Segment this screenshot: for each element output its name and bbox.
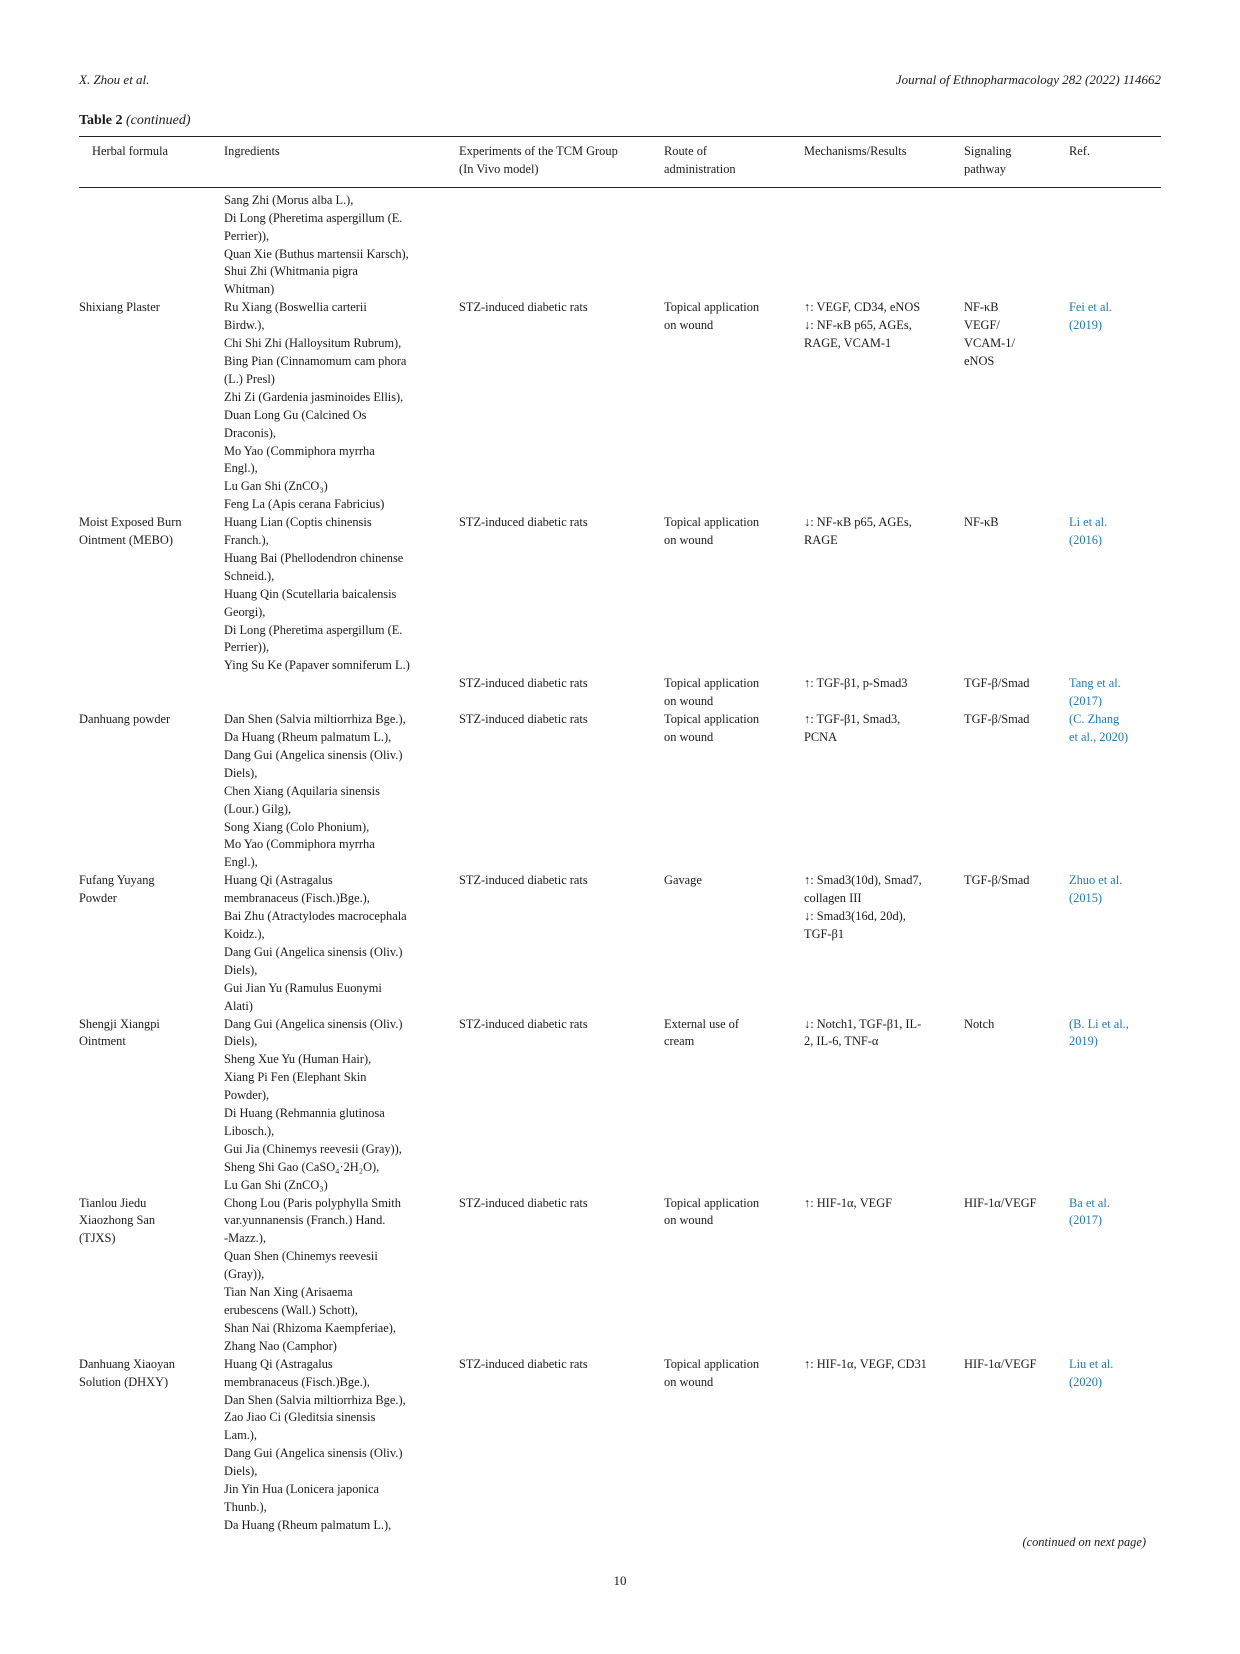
cell-route-line: cream xyxy=(664,1034,695,1049)
cell-ref-line[interactable]: (C. Zhang xyxy=(1069,712,1120,727)
cell-ingredients-line: Mo Yao (Commiphora myrrha xyxy=(224,837,375,852)
cell-route xyxy=(664,675,804,711)
cell-experiments-line: STZ-induced diabetic rats xyxy=(459,515,588,530)
cell-experiments xyxy=(459,711,664,872)
cell-ingredients-line: Chen Xiang (Aquilaria sinensis xyxy=(224,783,380,798)
cell-route-line: Topical application xyxy=(664,1356,760,1371)
cell-experiments xyxy=(459,1356,664,1535)
cell-ingredients-line: Georgi), xyxy=(224,604,266,619)
cell-ingredients-line: Chong Lou (Paris polyphylla Smith xyxy=(224,1195,401,1210)
cell-mechanisms-line: ↑: HIF-1α, VEGF, CD31 xyxy=(804,1356,927,1371)
cell-mechanisms xyxy=(804,192,964,496)
cell-route-line: on wound xyxy=(664,318,714,333)
table-row xyxy=(79,1356,1161,1535)
cell-ref-line[interactable]: et al., 2020) xyxy=(1069,730,1129,744)
cell-mechanisms-line: RAGE xyxy=(804,533,838,548)
cell-formula-line: Powder xyxy=(79,891,117,906)
table-row xyxy=(79,872,1161,1015)
table-body xyxy=(79,188,1161,1535)
cell-formula-line: Danhuang Xiaoyan xyxy=(79,1356,175,1371)
header-experiments-line-2: (In Vivo model) xyxy=(459,161,539,176)
cell-experiments xyxy=(459,675,664,711)
cell-ingredients-line: Zao Jiao Ci (Gleditsia sinensis xyxy=(224,1410,376,1425)
cell-experiments-line: STZ-induced diabetic rats xyxy=(459,1195,588,1210)
cell-ingredients-line: Sang Zhi (Morus alba L.), xyxy=(224,192,354,207)
cell-ingredients-line: Engl.), xyxy=(224,855,258,870)
cell-pathway xyxy=(964,192,1069,496)
cell-experiments xyxy=(459,1016,664,1195)
cell-route-line: Gavage xyxy=(664,873,702,888)
cell-ingredients-line: Lu Gan Shi (ZnCO₃) xyxy=(224,1177,328,1192)
cell-route-line: Topical application xyxy=(664,1195,760,1210)
header-experiments xyxy=(459,143,664,179)
cell-ref-line[interactable]: (2016) xyxy=(1069,533,1103,548)
cell-ingredients-line: Bai Zhu (Atractylodes macrocephala xyxy=(224,909,407,924)
cell-ref xyxy=(1069,711,1161,872)
table-header-row xyxy=(79,137,1161,187)
cell-ingredients-line: Shui Zhi (Whitmania pigra xyxy=(224,264,358,279)
cell-ingredients-line: Bing Pian (Cinnamomum cam phora xyxy=(224,353,407,368)
cell-pathway xyxy=(964,496,1069,675)
cell-ref xyxy=(1069,872,1161,1015)
header-ingredients: Ingredients xyxy=(224,144,280,158)
cell-experiments xyxy=(459,1195,664,1356)
cell-mechanisms xyxy=(804,1356,964,1535)
header-herbal-formula: Herbal formula xyxy=(92,144,169,158)
table-row xyxy=(79,496,1161,675)
cell-ingredients-line: Shan Nai (Rhizoma Kaempferiae), xyxy=(224,1320,397,1335)
cell-ingredients-line: membranaceus (Fisch.)Bge.), xyxy=(224,891,370,906)
cell-ingredients-line: Feng La (Apis cerana Fabricius) xyxy=(224,497,385,512)
running-head-authors: X. Zhou et al. xyxy=(79,72,150,87)
cell-ingredients-line: Diels), xyxy=(224,962,258,977)
cell-mechanisms-line: RAGE, VCAM-1 xyxy=(804,336,892,351)
cell-mechanisms-line: ↑: VEGF, CD34, eNOS xyxy=(804,300,921,315)
cell-ingredients-line: Draconis), xyxy=(224,425,276,440)
cell-formula-line: Danhuang powder xyxy=(79,712,171,727)
cell-ingredients-line: Sheng Shi Gao (CaSO₄·2H₂O), xyxy=(224,1159,380,1174)
cell-route-line: Topical application xyxy=(664,676,760,691)
cell-mechanisms xyxy=(804,1016,964,1195)
cell-experiments-line: STZ-induced diabetic rats xyxy=(459,1356,588,1371)
cell-pathway-line: NF-κB xyxy=(964,515,999,530)
cell-experiments-line: STZ-induced diabetic rats xyxy=(459,676,588,691)
cell-ingredients-line: Dang Gui (Angelica sinensis (Oliv.) xyxy=(224,944,403,959)
cell-ingredients-line: Diels), xyxy=(224,1034,258,1049)
cell-ref-line[interactable]: Li et al. xyxy=(1069,515,1108,530)
cell-ingredients-line: membranaceus (Fisch.)Bge.), xyxy=(224,1374,370,1389)
cell-ref xyxy=(1069,192,1161,496)
cell-ref-line[interactable]: (2017) xyxy=(1069,694,1103,709)
cell-ingredients-line: Birdw.), xyxy=(224,318,265,333)
cell-formula-line: Ointment (MEBO) xyxy=(79,533,173,548)
cell-route-line: on wound xyxy=(664,1213,714,1228)
cell-formula-line: Moist Exposed Burn xyxy=(79,515,182,530)
cell-mechanisms-line: ↑: Smad3(10d), Smad7, xyxy=(804,873,922,888)
cell-formula xyxy=(79,711,224,872)
cell-formula-line: Solution (DHXY) xyxy=(79,1374,169,1389)
cell-route xyxy=(664,1356,804,1535)
cell-route-line: on wound xyxy=(664,694,714,709)
table-continued-label: (continued) xyxy=(125,113,191,128)
cell-ingredients-line: Mo Yao (Commiphora myrrha xyxy=(224,443,375,458)
cell-ref-line[interactable]: (2015) xyxy=(1069,891,1103,906)
header-experiments-line-1: Experiments of the TCM Group xyxy=(459,144,618,158)
cell-ingredients-line: Da Huang (Rheum palmatum L.), xyxy=(224,730,392,744)
cell-experiments-line: STZ-induced diabetic rats xyxy=(459,873,588,888)
cell-ingredients-line: var.yunnanensis (Franch.) Hand. xyxy=(224,1213,386,1228)
cell-ingredients-line: Huang Qin (Scutellaria baicalensis xyxy=(224,586,397,601)
cell-mechanisms-line: ↑: TGF-β1, p-Smad3 xyxy=(804,676,908,691)
cell-ingredients-line: Huang Lian (Coptis chinensis xyxy=(224,515,372,530)
cell-ref xyxy=(1069,1016,1161,1195)
cell-route xyxy=(664,496,804,675)
cell-ref-line[interactable]: (2020) xyxy=(1069,1374,1103,1389)
cell-pathway xyxy=(964,1016,1069,1195)
cell-mechanisms xyxy=(804,675,964,711)
cell-ingredients xyxy=(224,1195,459,1356)
cell-ref-line[interactable]: (2017) xyxy=(1069,1213,1103,1228)
header-route-line-2: administration xyxy=(664,161,736,176)
cell-ref-line[interactable]: Zhuo et al. xyxy=(1069,873,1123,888)
cell-ref-line[interactable]: (2019) xyxy=(1069,318,1103,333)
table-row xyxy=(79,1195,1161,1356)
cell-pathway-line: HIF-1α/VEGF xyxy=(964,1195,1037,1210)
header-route xyxy=(664,143,804,179)
cell-mechanisms-line: ↓: NF-κB p65, AGEs, xyxy=(804,515,912,530)
cell-ingredients-line: Dan Shen (Salvia miltiorrhiza Bge.), xyxy=(224,712,406,727)
cell-ingredients-line: Franch.), xyxy=(224,533,269,548)
cell-ingredients xyxy=(224,1356,459,1535)
cell-formula-line: (TJXS) xyxy=(79,1231,116,1246)
cell-pathway-line: VCAM-1/ xyxy=(964,336,1015,351)
cell-ingredients-line: Lu Gan Shi (ZnCO₃) xyxy=(224,479,328,494)
cell-ref-line[interactable]: Fei et al. xyxy=(1069,300,1113,315)
cell-ref-line[interactable]: 2019) xyxy=(1069,1034,1098,1049)
cell-pathway xyxy=(964,675,1069,711)
cell-ingredients-line: Powder), xyxy=(224,1088,270,1103)
cell-ingredients-line: Da Huang (Rheum palmatum L.), xyxy=(224,1517,392,1532)
cell-formula-line: Shengji Xiangpi xyxy=(79,1016,160,1031)
cell-ingredients-line: Ying Su Ke (Papaver somniferum L.) xyxy=(224,658,410,673)
cell-ingredients-line: Ru Xiang (Boswellia carterii xyxy=(224,300,367,315)
cell-formula-line: Ointment xyxy=(79,1034,126,1049)
running-head xyxy=(79,72,1161,92)
cell-ingredients-line: (Lour.) Gilg), xyxy=(224,801,292,816)
table-row xyxy=(79,192,1161,496)
cell-mechanisms-line: ↑: HIF-1α, VEGF xyxy=(804,1195,893,1210)
cell-ingredients-line: Whitman) xyxy=(224,282,275,297)
cell-ingredients-line: Dang Gui (Angelica sinensis (Oliv.) xyxy=(224,1016,403,1031)
cell-ingredients-line: Koidz.), xyxy=(224,926,265,941)
cell-mechanisms xyxy=(804,496,964,675)
cell-ingredients-line: Dang Gui (Angelica sinensis (Oliv.) xyxy=(224,747,403,762)
cell-pathway xyxy=(964,711,1069,872)
cell-mechanisms-line: ↓: Notch1, TGF-β1, IL- xyxy=(804,1016,922,1031)
cell-mechanisms xyxy=(804,872,964,1015)
cell-mechanisms-line: TGF-β1 xyxy=(804,926,845,941)
cell-ref-line[interactable]: Liu et al. xyxy=(1069,1356,1114,1371)
cell-pathway xyxy=(964,1195,1069,1356)
cell-formula xyxy=(79,1356,224,1535)
table-row xyxy=(79,1016,1161,1195)
cell-ingredients-line: Tian Nan Xing (Arisaema xyxy=(224,1285,353,1300)
header-pathway xyxy=(964,143,1069,179)
cell-ingredients-line: Gui Jian Yu (Ramulus Euonymi xyxy=(224,980,382,995)
cell-mechanisms-line: PCNA xyxy=(804,730,838,744)
cell-formula xyxy=(79,1195,224,1356)
cell-mechanisms-line: ↓: Smad3(16d, 20d), xyxy=(804,909,906,924)
cell-ref xyxy=(1069,1356,1161,1535)
cell-ingredients-line: Di Long (Pheretima aspergillum (E. xyxy=(224,210,403,225)
cell-ingredients-line: (Gray)), xyxy=(224,1267,265,1282)
cell-ingredients-line: Di Long (Pheretima aspergillum (E. xyxy=(224,622,403,637)
cell-ref xyxy=(1069,496,1161,675)
cell-ingredients-line: Xiang Pi Fen (Elephant Skin xyxy=(224,1070,367,1085)
cell-route-line: Topical application xyxy=(664,712,760,727)
cell-ingredients-line: Alati) xyxy=(224,998,253,1013)
cell-pathway-line: VEGF/ xyxy=(964,318,1000,333)
cell-ingredients-line: -Mazz.), xyxy=(224,1231,266,1246)
cell-mechanisms-line: collagen III xyxy=(804,891,862,906)
cell-formula xyxy=(79,872,224,1015)
cell-experiments-line: STZ-induced diabetic rats xyxy=(459,300,588,315)
cell-route-line: Topical application xyxy=(664,515,760,530)
continued-note: (continued on next page) xyxy=(1022,1535,1146,1549)
cell-formula xyxy=(79,675,224,711)
cell-ingredients xyxy=(224,192,459,496)
cell-experiments xyxy=(459,192,664,496)
running-head-journal: Journal of Ethnopharmacology 282 (2022) 114662 xyxy=(895,72,1161,87)
table-row xyxy=(79,675,1161,711)
cell-formula-line: Shixiang Plaster xyxy=(79,300,160,315)
cell-ingredients-line: Chi Shi Zhi (Halloysitum Rubrum), xyxy=(224,336,402,351)
cell-route-line: External use of xyxy=(664,1016,740,1031)
cell-mechanisms xyxy=(804,1195,964,1356)
cell-route-line: on wound xyxy=(664,1374,714,1389)
cell-ingredients-line: erubescens (Wall.) Schott), xyxy=(224,1303,358,1317)
cell-ingredients-line: (L.) Presl) xyxy=(224,371,275,386)
cell-ingredients-line: Gui Jia (Chinemys reevesii (Gray)), xyxy=(224,1141,402,1156)
cell-mechanisms xyxy=(804,711,964,872)
cell-pathway-line: TGF-β/Smad xyxy=(964,712,1030,727)
cell-ingredients-line: Dang Gui (Angelica sinensis (Oliv.) xyxy=(224,1446,403,1461)
cell-experiments-line: STZ-induced diabetic rats xyxy=(459,712,588,727)
header-route-line-1: Route of xyxy=(664,144,708,158)
cell-ingredients-line: Perrier)), xyxy=(224,228,270,243)
cell-ref xyxy=(1069,675,1161,711)
cell-route-line: on wound xyxy=(664,730,714,744)
cell-formula-line: Tianlou Jiedu xyxy=(79,1195,147,1210)
cell-pathway-line: HIF-1α/VEGF xyxy=(964,1356,1037,1371)
cell-ingredients-line: Quan Shen (Chinemys reevesii xyxy=(224,1249,378,1264)
cell-route-line: Topical application xyxy=(664,300,760,315)
cell-ingredients-line: Sheng Xue Yu (Human Hair), xyxy=(224,1052,372,1067)
cell-route-line: on wound xyxy=(664,533,714,548)
table-caption xyxy=(79,113,190,129)
cell-formula-line: Xiaozhong San xyxy=(79,1213,156,1228)
cell-ref-line[interactable]: Tang et al. xyxy=(1069,676,1121,691)
cell-pathway-line: NF-κB xyxy=(964,300,999,315)
cell-formula-line: Fufang Yuyang xyxy=(79,873,155,888)
cell-ingredients-line: Libosch.), xyxy=(224,1123,275,1138)
data-table xyxy=(79,136,1161,1535)
header-pathway-line-2: pathway xyxy=(964,161,1006,176)
cell-formula xyxy=(79,496,224,675)
cell-ingredients xyxy=(224,496,459,675)
cell-ingredients-line: Zhang Nao (Camphor) xyxy=(224,1338,337,1353)
cell-ref-line[interactable]: (B. Li et al., xyxy=(1069,1016,1129,1031)
page-number: 10 xyxy=(613,1573,627,1588)
cell-ingredients-line: Jin Yin Hua (Lonicera japonica xyxy=(224,1482,380,1497)
cell-ingredients-line: Quan Xie (Buthus martensii Karsch), xyxy=(224,246,409,261)
header-pathway-line-1: Signaling xyxy=(964,144,1012,158)
cell-route xyxy=(664,1016,804,1195)
header-ref: Ref. xyxy=(1069,144,1090,158)
cell-ingredients-line: Huang Bai (Phellodendron chinense xyxy=(224,550,404,565)
cell-pathway-line: TGF-β/Smad xyxy=(964,676,1030,691)
cell-pathway-line: eNOS xyxy=(964,353,995,368)
cell-ingredients-line: Diels), xyxy=(224,765,258,780)
cell-mechanisms-line: ↑: TGF-β1, Smad3, xyxy=(804,712,901,727)
cell-ingredients-line: Huang Qi (Astragalus xyxy=(224,1356,333,1371)
cell-ingredients-line: Dan Shen (Salvia miltiorrhiza Bge.), xyxy=(224,1392,406,1407)
cell-ingredients-line: Engl.), xyxy=(224,461,258,476)
cell-pathway xyxy=(964,872,1069,1015)
cell-route xyxy=(664,711,804,872)
cell-ingredients-line: Schneid.), xyxy=(224,568,275,583)
cell-mechanisms-line: 2, IL-6, TNF-α xyxy=(804,1034,879,1049)
cell-ingredients-line: Diels), xyxy=(224,1464,258,1479)
cell-ingredients xyxy=(224,1016,459,1195)
cell-ingredients xyxy=(224,675,459,711)
cell-ingredients xyxy=(224,872,459,1015)
cell-formula xyxy=(79,1016,224,1195)
cell-route xyxy=(664,192,804,496)
cell-experiments-line: STZ-induced diabetic rats xyxy=(459,1016,588,1031)
cell-pathway-line: Notch xyxy=(964,1016,995,1031)
cell-pathway xyxy=(964,1356,1069,1535)
cell-ingredients-line: Di Huang (Rehmannia glutinosa xyxy=(224,1106,385,1121)
cell-ingredients-line: Song Xiang (Colo Phonium), xyxy=(224,819,370,834)
cell-ingredients-line: Duan Long Gu (Calcined Os xyxy=(224,407,367,422)
table-label: Table 2 xyxy=(79,113,123,128)
cell-formula xyxy=(79,192,224,496)
cell-ingredients xyxy=(224,711,459,872)
header-mechanisms: Mechanisms/Results xyxy=(804,144,907,158)
cell-experiments xyxy=(459,872,664,1015)
cell-mechanisms-line: ↓: NF-κB p65, AGEs, xyxy=(804,318,912,333)
cell-ref xyxy=(1069,1195,1161,1356)
cell-ingredients-line: Huang Qi (Astragalus xyxy=(224,873,333,888)
cell-experiments xyxy=(459,496,664,675)
cell-ingredients-line: Lam.), xyxy=(224,1428,258,1443)
table-row xyxy=(79,711,1161,872)
cell-ingredients-line: Perrier)), xyxy=(224,640,270,655)
cell-route xyxy=(664,872,804,1015)
cell-route xyxy=(664,1195,804,1356)
cell-ingredients-line: Zhi Zi (Gardenia jasminoides Ellis), xyxy=(224,389,404,404)
cell-ref-line[interactable]: Ba et al. xyxy=(1069,1195,1110,1210)
cell-pathway-line: TGF-β/Smad xyxy=(964,873,1030,888)
cell-ingredients-line: Thunb.), xyxy=(224,1499,267,1514)
